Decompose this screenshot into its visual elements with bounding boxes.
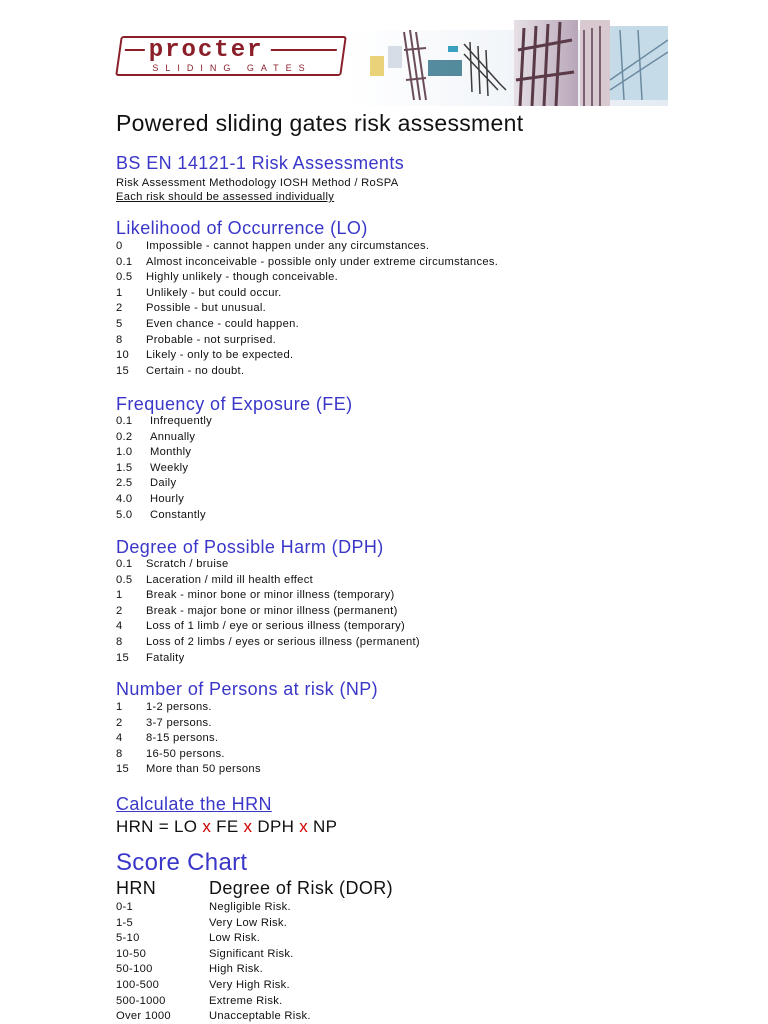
item-value: Very Low Risk. (209, 916, 288, 929)
item-key: 0.5 (116, 271, 133, 284)
formula-lhs: HRN = (116, 817, 175, 836)
page-title: Powered sliding gates risk assessment (116, 110, 524, 136)
item-key: 15 (116, 763, 130, 776)
item-value: Impossible - cannot happen under any circumstances. (146, 240, 430, 252)
formula-fe: FE (216, 817, 239, 836)
item-value: High Risk. (209, 963, 263, 976)
bs-heading: BS EN 14121-1 Risk Assessments (116, 153, 405, 173)
score-heading: Score Chart (116, 849, 248, 876)
item-value: Highly unlikely - though conceivable. (146, 271, 339, 284)
dph-heading: Degree of Possible Harm (DPH) (116, 537, 384, 557)
operator-2: x (243, 817, 253, 836)
item-value: Negligible Risk. (209, 901, 291, 913)
item-value: Probable - not surprised. (146, 333, 277, 346)
item-value: Almost inconceivable - possible only under extreme circumstances. (146, 255, 499, 268)
item-key: 5.0 (116, 508, 133, 521)
item-key: 0.1 (116, 558, 133, 570)
item-key: 5-10 (116, 932, 140, 945)
item-value: Break - major bone or minor illness (permanent) (146, 604, 398, 617)
score-col-dor: Degree of Risk (DOR) (209, 878, 394, 898)
formula-np: NP (313, 817, 338, 836)
header-banner (116, 20, 668, 106)
item-key: 10 (116, 349, 130, 362)
item-value: Annually (150, 430, 196, 443)
item-key: 500-1000 (116, 994, 166, 1007)
item-value: Significant Risk. (209, 947, 294, 960)
item-key: Over 1000 (116, 1010, 171, 1023)
item-value: Extreme Risk. (209, 994, 283, 1007)
item-key: 4.0 (116, 493, 133, 505)
item-value: Weekly (150, 461, 189, 474)
item-value: 8-15 persons. (146, 732, 219, 745)
item-key: 2 (116, 302, 123, 315)
item-value: 3-7 persons. (146, 716, 212, 729)
formula-lo: LO (174, 817, 198, 836)
item-key: 0.5 (116, 573, 133, 586)
item-key: 2.5 (116, 477, 133, 490)
logo-word: procter (148, 37, 264, 64)
np-heading: Number of Persons at risk (NP) (116, 679, 379, 699)
lo-heading: Likelihood of Occurrence (LO) (116, 218, 368, 238)
item-value: Break - minor bone or minor illness (temporary) (146, 589, 395, 602)
item-value: Loss of 2 limbs / eyes or serious illness (permanent) (146, 636, 420, 648)
item-value: Fatality (146, 651, 185, 664)
operator-1: x (202, 817, 212, 836)
operator-3: x (299, 817, 309, 836)
item-value: Monthly (150, 446, 192, 459)
item-key: 4 (116, 732, 123, 745)
item-key: 10-50 (116, 947, 147, 960)
item-value: Infrequently (150, 415, 213, 427)
item-value: Unlikely - but could occur. (146, 286, 282, 299)
methodology-text: Risk Assessment Methodology IOSH Method / RoSPA (116, 177, 399, 189)
item-key: 1-5 (116, 916, 134, 929)
item-key: 0.2 (116, 430, 133, 443)
item-value: Unacceptable Risk. (209, 1010, 311, 1023)
item-key: 15 (116, 651, 130, 664)
score-col-hrn: HRN (116, 878, 157, 898)
assess-note (116, 190, 334, 206)
item-key: 2 (116, 716, 123, 729)
item-value: Likely - only to be expected. (146, 349, 294, 362)
item-value: 1-2 persons. (146, 701, 212, 713)
item-key: 0-1 (116, 901, 134, 913)
item-key: 100-500 (116, 979, 160, 991)
calc-heading (116, 794, 272, 815)
item-key: 2 (116, 604, 123, 617)
item-key: 1 (116, 286, 123, 299)
item-key: 8 (116, 747, 123, 760)
formula-dph: DPH (257, 817, 295, 836)
item-key: 0 (116, 240, 123, 252)
calc-heading-link[interactable]: Calculate the HRN (116, 794, 272, 814)
item-key: 8 (116, 333, 123, 346)
item-value: Certain - no doubt. (146, 364, 245, 377)
item-value: Constantly (150, 508, 206, 521)
item-key: 1 (116, 701, 123, 713)
item-value: Possible - but unusual. (146, 302, 267, 315)
item-value: Very High Risk. (209, 979, 290, 991)
procter-logo (115, 36, 347, 76)
item-key: 1 (116, 589, 123, 602)
item-key: 1.5 (116, 461, 133, 474)
item-key: 4 (116, 620, 123, 633)
item-key: 0.1 (116, 415, 133, 427)
item-value: Daily (150, 477, 177, 490)
item-value: Low Risk. (209, 932, 261, 945)
item-value: 16-50 persons. (146, 747, 225, 760)
item-value: More than 50 persons (146, 763, 261, 776)
item-value: Scratch / bruise (146, 558, 229, 570)
item-key: 8 (116, 636, 123, 648)
item-value: Laceration / mild ill health effect (146, 573, 314, 586)
fe-heading: Frequency of Exposure (FE) (116, 394, 353, 414)
item-key: 1.0 (116, 446, 133, 459)
gate-photo-collage (348, 20, 668, 106)
item-value: Hourly (150, 493, 185, 505)
item-key: 5 (116, 318, 123, 330)
item-key: 50-100 (116, 963, 153, 976)
item-value: Even chance - could happen. (146, 318, 300, 330)
hrn-formula (116, 817, 337, 837)
item-value: Loss of 1 limb / eye or serious illness (temporary) (146, 620, 406, 633)
item-key: 0.1 (116, 255, 133, 268)
logo-subtitle: SLIDING GATES (152, 63, 312, 73)
assess-note-text: Each risk should be assessed individually (116, 191, 335, 203)
item-key: 15 (116, 364, 130, 377)
